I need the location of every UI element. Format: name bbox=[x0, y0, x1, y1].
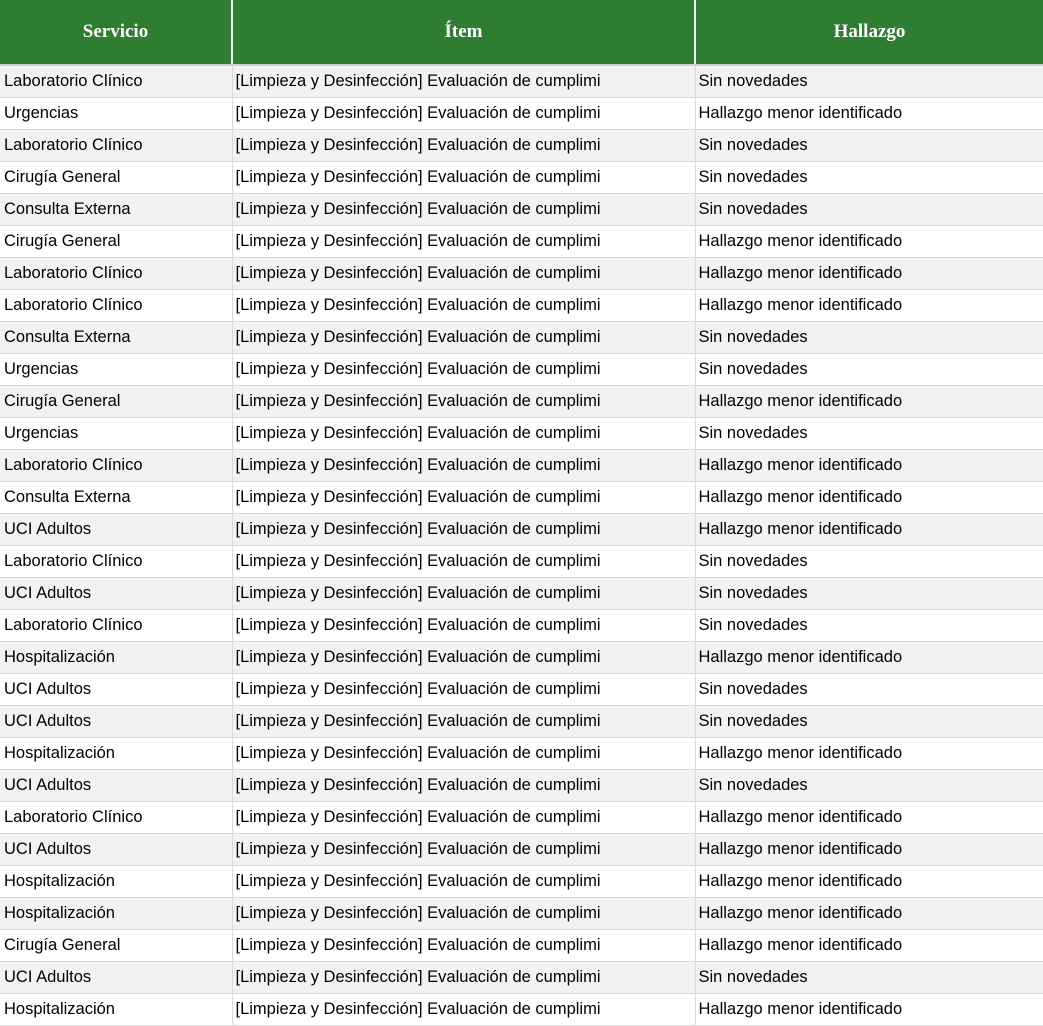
cell-hallazgo: Hallazgo menor identificado bbox=[695, 994, 1043, 1026]
table-row[interactable] bbox=[0, 354, 1043, 386]
cell-hallazgo: Sin novedades bbox=[695, 418, 1043, 450]
cell-hallazgo: Hallazgo menor identificado bbox=[695, 450, 1043, 482]
cell-item: [Limpieza y Desinfección] Evaluación de cumplimi bbox=[232, 130, 695, 162]
table-row[interactable] bbox=[0, 770, 1043, 802]
cell-servicio: Hospitalización bbox=[0, 642, 232, 674]
table-row[interactable] bbox=[0, 994, 1043, 1026]
table-row[interactable] bbox=[0, 866, 1043, 898]
table-row[interactable] bbox=[0, 386, 1043, 418]
cell-hallazgo: Sin novedades bbox=[695, 354, 1043, 386]
cell-hallazgo: Sin novedades bbox=[695, 770, 1043, 802]
cell-hallazgo: Sin novedades bbox=[695, 322, 1043, 354]
cell-servicio: Laboratorio Clínico bbox=[0, 258, 232, 290]
cell-hallazgo: Sin novedades bbox=[695, 65, 1043, 98]
cell-servicio: Consulta Externa bbox=[0, 482, 232, 514]
cell-servicio: Hospitalización bbox=[0, 994, 232, 1026]
cell-item: [Limpieza y Desinfección] Evaluación de cumplimi bbox=[232, 226, 695, 258]
cell-item: [Limpieza y Desinfección] Evaluación de cumplimi bbox=[232, 834, 695, 866]
table-row[interactable] bbox=[0, 898, 1043, 930]
cell-item: [Limpieza y Desinfección] Evaluación de cumplimi bbox=[232, 546, 695, 578]
cell-hallazgo: Hallazgo menor identificado bbox=[695, 386, 1043, 418]
cell-hallazgo: Sin novedades bbox=[695, 706, 1043, 738]
cell-item: [Limpieza y Desinfección] Evaluación de cumplimi bbox=[232, 578, 695, 610]
cell-servicio: UCI Adultos bbox=[0, 514, 232, 546]
cell-item: [Limpieza y Desinfección] Evaluación de cumplimi bbox=[232, 738, 695, 770]
cell-item: [Limpieza y Desinfección] Evaluación de cumplimi bbox=[232, 930, 695, 962]
table-row[interactable] bbox=[0, 962, 1043, 994]
table-row[interactable] bbox=[0, 738, 1043, 770]
table-row[interactable] bbox=[0, 482, 1043, 514]
cell-item: [Limpieza y Desinfección] Evaluación de cumplimi bbox=[232, 418, 695, 450]
cell-item: [Limpieza y Desinfección] Evaluación de cumplimi bbox=[232, 290, 695, 322]
cell-servicio: UCI Adultos bbox=[0, 962, 232, 994]
cell-servicio: Cirugía General bbox=[0, 930, 232, 962]
cell-item: [Limpieza y Desinfección] Evaluación de cumplimi bbox=[232, 866, 695, 898]
cell-hallazgo: Hallazgo menor identificado bbox=[695, 514, 1043, 546]
table-row[interactable] bbox=[0, 930, 1043, 962]
cell-servicio: UCI Adultos bbox=[0, 770, 232, 802]
cell-hallazgo: Sin novedades bbox=[695, 962, 1043, 994]
cell-hallazgo: Sin novedades bbox=[695, 546, 1043, 578]
cell-servicio: Cirugía General bbox=[0, 162, 232, 194]
column-header-item[interactable]: Ítem bbox=[232, 0, 695, 65]
cell-servicio: Hospitalización bbox=[0, 866, 232, 898]
cell-servicio: Cirugía General bbox=[0, 226, 232, 258]
table-row[interactable] bbox=[0, 194, 1043, 226]
table-row[interactable] bbox=[0, 258, 1043, 290]
table-row[interactable] bbox=[0, 674, 1043, 706]
cell-servicio: Laboratorio Clínico bbox=[0, 450, 232, 482]
table-row[interactable] bbox=[0, 290, 1043, 322]
cell-item: [Limpieza y Desinfección] Evaluación de cumplimi bbox=[232, 674, 695, 706]
cell-servicio: Hospitalización bbox=[0, 738, 232, 770]
table-row[interactable] bbox=[0, 130, 1043, 162]
table-row[interactable] bbox=[0, 418, 1043, 450]
cell-item: [Limpieza y Desinfección] Evaluación de cumplimi bbox=[232, 354, 695, 386]
cell-hallazgo: Hallazgo menor identificado bbox=[695, 290, 1043, 322]
table-row[interactable] bbox=[0, 322, 1043, 354]
table-row[interactable] bbox=[0, 546, 1043, 578]
cell-hallazgo: Sin novedades bbox=[695, 610, 1043, 642]
cell-hallazgo: Hallazgo menor identificado bbox=[695, 898, 1043, 930]
cell-servicio: Consulta Externa bbox=[0, 322, 232, 354]
cell-item: [Limpieza y Desinfección] Evaluación de cumplimi bbox=[232, 898, 695, 930]
cell-servicio: Cirugía General bbox=[0, 386, 232, 418]
cell-servicio: Laboratorio Clínico bbox=[0, 290, 232, 322]
table-row[interactable] bbox=[0, 226, 1043, 258]
cell-hallazgo: Sin novedades bbox=[695, 578, 1043, 610]
cell-item: [Limpieza y Desinfección] Evaluación de cumplimi bbox=[232, 65, 695, 98]
cell-item: [Limpieza y Desinfección] Evaluación de cumplimi bbox=[232, 802, 695, 834]
table-row[interactable] bbox=[0, 514, 1043, 546]
cell-servicio: Laboratorio Clínico bbox=[0, 610, 232, 642]
cell-servicio: Laboratorio Clínico bbox=[0, 546, 232, 578]
cell-servicio: Laboratorio Clínico bbox=[0, 802, 232, 834]
table-row[interactable] bbox=[0, 162, 1043, 194]
cell-hallazgo: Hallazgo menor identificado bbox=[695, 482, 1043, 514]
cell-item: [Limpieza y Desinfección] Evaluación de cumplimi bbox=[232, 610, 695, 642]
cell-servicio: Hospitalización bbox=[0, 898, 232, 930]
column-header-hallazgo[interactable]: Hallazgo bbox=[695, 0, 1043, 65]
cell-hallazgo: Hallazgo menor identificado bbox=[695, 802, 1043, 834]
cell-hallazgo: Sin novedades bbox=[695, 162, 1043, 194]
cell-servicio: Urgencias bbox=[0, 354, 232, 386]
cell-item: [Limpieza y Desinfección] Evaluación de cumplimi bbox=[232, 98, 695, 130]
table-row[interactable] bbox=[0, 834, 1043, 866]
cell-hallazgo: Hallazgo menor identificado bbox=[695, 834, 1043, 866]
cell-item: [Limpieza y Desinfección] Evaluación de cumplimi bbox=[232, 162, 695, 194]
table-header-row bbox=[0, 0, 1043, 65]
cell-servicio: Laboratorio Clínico bbox=[0, 65, 232, 98]
table-body bbox=[0, 65, 1043, 1026]
table-row[interactable] bbox=[0, 642, 1043, 674]
cell-hallazgo: Sin novedades bbox=[695, 674, 1043, 706]
cell-item: [Limpieza y Desinfección] Evaluación de cumplimi bbox=[232, 962, 695, 994]
cell-servicio: UCI Adultos bbox=[0, 834, 232, 866]
table-row[interactable] bbox=[0, 706, 1043, 738]
table-row[interactable] bbox=[0, 65, 1043, 98]
cell-item: [Limpieza y Desinfección] Evaluación de cumplimi bbox=[232, 994, 695, 1026]
cell-hallazgo: Hallazgo menor identificado bbox=[695, 738, 1043, 770]
cell-servicio: Urgencias bbox=[0, 418, 232, 450]
cell-item: [Limpieza y Desinfección] Evaluación de cumplimi bbox=[232, 514, 695, 546]
cell-servicio: UCI Adultos bbox=[0, 674, 232, 706]
cell-hallazgo: Hallazgo menor identificado bbox=[695, 930, 1043, 962]
cell-servicio: UCI Adultos bbox=[0, 706, 232, 738]
table-row[interactable] bbox=[0, 802, 1043, 834]
table-row[interactable] bbox=[0, 98, 1043, 130]
cell-hallazgo: Sin novedades bbox=[695, 130, 1043, 162]
cell-item: [Limpieza y Desinfección] Evaluación de cumplimi bbox=[232, 642, 695, 674]
cell-item: [Limpieza y Desinfección] Evaluación de cumplimi bbox=[232, 482, 695, 514]
cell-item: [Limpieza y Desinfección] Evaluación de cumplimi bbox=[232, 258, 695, 290]
table-row[interactable] bbox=[0, 450, 1043, 482]
cell-item: [Limpieza y Desinfección] Evaluación de cumplimi bbox=[232, 706, 695, 738]
table-row[interactable] bbox=[0, 578, 1043, 610]
cell-hallazgo: Hallazgo menor identificado bbox=[695, 226, 1043, 258]
cell-item: [Limpieza y Desinfección] Evaluación de cumplimi bbox=[232, 194, 695, 226]
cell-servicio: Urgencias bbox=[0, 98, 232, 130]
column-header-servicio[interactable]: Servicio bbox=[0, 0, 232, 65]
table-row[interactable] bbox=[0, 610, 1043, 642]
cell-servicio: Laboratorio Clínico bbox=[0, 130, 232, 162]
cell-hallazgo: Hallazgo menor identificado bbox=[695, 98, 1043, 130]
cell-hallazgo: Hallazgo menor identificado bbox=[695, 258, 1043, 290]
cell-hallazgo: Hallazgo menor identificado bbox=[695, 642, 1043, 674]
cell-item: [Limpieza y Desinfección] Evaluación de cumplimi bbox=[232, 322, 695, 354]
cell-servicio: Consulta Externa bbox=[0, 194, 232, 226]
cell-servicio: UCI Adultos bbox=[0, 578, 232, 610]
cell-hallazgo: Sin novedades bbox=[695, 194, 1043, 226]
cell-item: [Limpieza y Desinfección] Evaluación de cumplimi bbox=[232, 386, 695, 418]
table-header bbox=[0, 0, 1043, 65]
cell-item: [Limpieza y Desinfección] Evaluación de cumplimi bbox=[232, 450, 695, 482]
cell-hallazgo: Hallazgo menor identificado bbox=[695, 866, 1043, 898]
cell-item: [Limpieza y Desinfección] Evaluación de cumplimi bbox=[232, 770, 695, 802]
